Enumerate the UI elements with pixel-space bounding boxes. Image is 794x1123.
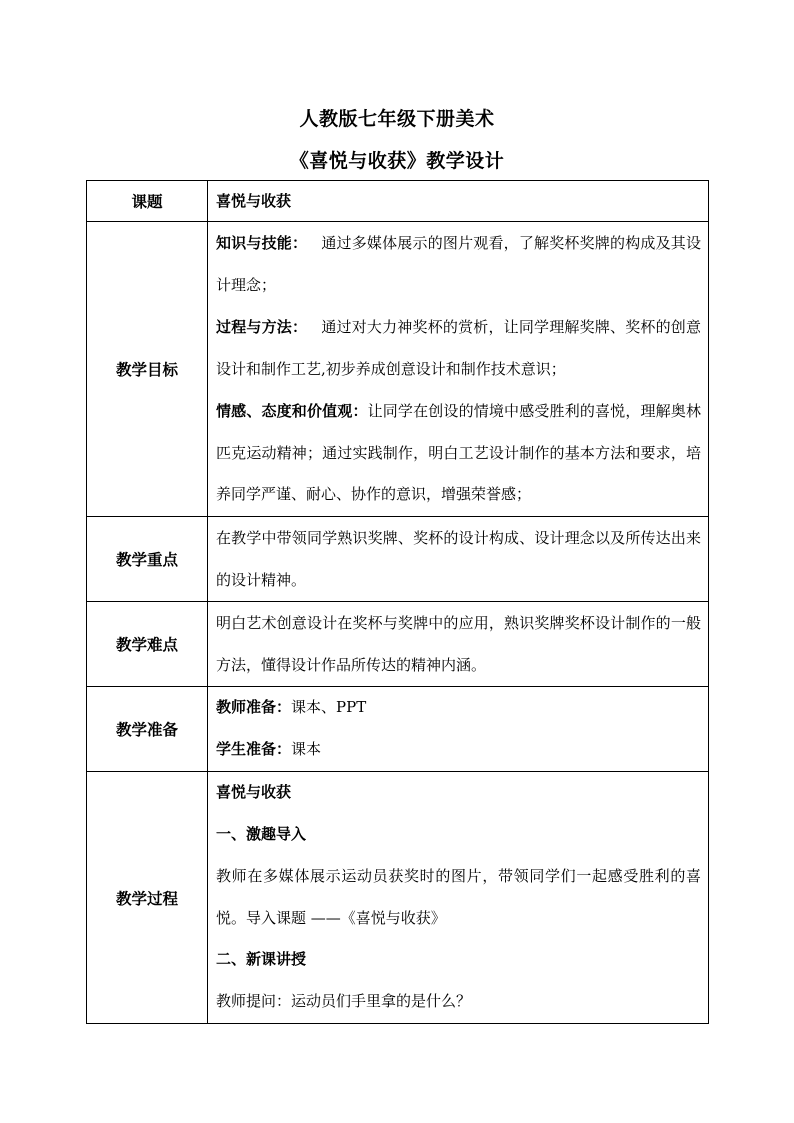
process-heading: 过程与方法： [216,318,308,336]
teacher-prep-text: 课本、PPT [291,698,367,716]
topic-label: 课题 [87,181,208,222]
table-row [87,222,709,517]
process-topic-heading: 喜悦与收获 [216,783,292,801]
section1-heading: 一、激趣导入 [216,824,307,843]
process-goal [216,306,701,390]
table-row [87,517,709,602]
lesson-plan-table [86,180,709,1024]
section2-text: 教师提问：运动员们手里拿的是什么？ [216,991,472,1010]
topic-value: 喜悦与收获 [216,192,292,210]
table-row [87,687,709,772]
key-points-cell [208,517,709,602]
table-row [87,602,709,687]
student-prep-text: 课本 [291,739,322,758]
section2-heading: 二、新课讲授 [216,950,307,968]
emotion-goal [216,390,701,516]
knowledge-heading: 知识与技能： [216,234,308,252]
difficulties-label: 教学难点 [87,602,208,687]
section1-text: 教师在多媒体展示运动员获奖时的图片，带领同学们一起感受胜利的喜悦。导入课题 ——《喜悦与收获》 [216,867,701,927]
process-text: 通过对大力神奖杯的赏析，让同学理解奖牌、奖杯的创意设计和制作工艺,初步养成创意设计和制作技术意识； [216,318,701,378]
knowledge-text: 通过多媒体展示的图片观看，了解奖杯奖牌的构成及其设计理念； [216,234,701,294]
teacher-prep-heading: 教师准备： [216,698,292,716]
process-label: 教学过程 [87,772,208,1024]
emotion-heading: 情感、态度和价值观： [216,402,368,420]
preparation-label: 教学准备 [87,687,208,772]
document-title: 人教版七年级下册美术 [299,108,495,130]
table-row [87,772,709,1024]
teacher-preparation [216,687,701,729]
knowledge-goal [216,222,701,306]
goals-label: 教学目标 [87,222,208,517]
goals-cell [208,222,709,517]
document-subtitle: 《喜悦与收获》教学设计 [289,150,505,172]
emotion-text: 让同学在创设的情境中感受胜利的喜悦，理解奥林匹克运动精神；通过实践制作，明白工艺设计制作的基本方法和要求，培养同学严谨、耐心、协作的意识，增强荣誉感； [216,402,701,503]
student-preparation [216,729,701,771]
topic-cell [208,181,709,222]
process-cell [208,772,709,1024]
key-points-text: 在教学中带领同学熟识奖牌、奖杯的设计构成、设计理念以及所传达出来的设计精神。 [216,529,701,589]
student-prep-heading: 学生准备： [216,739,292,758]
preparation-cell [208,687,709,772]
table-row [87,181,709,222]
key-points-label: 教学重点 [87,517,208,602]
difficulties-cell [208,602,709,687]
difficulties-text: 明白艺术创意设计在奖杯与奖牌中的应用，熟识奖牌奖杯设计制作的一般方法，懂得设计作品所传达的精神内涵。 [216,614,701,674]
